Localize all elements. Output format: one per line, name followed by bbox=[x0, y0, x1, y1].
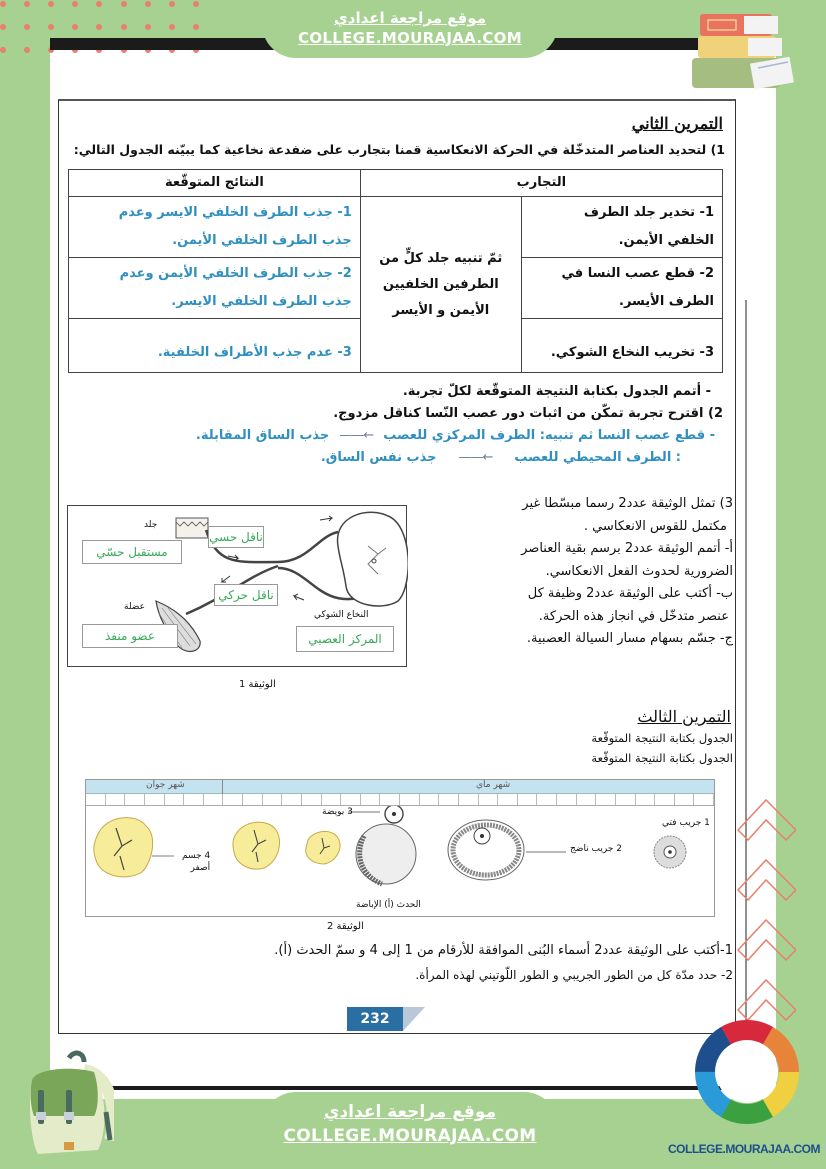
site-logo-icon bbox=[695, 1020, 799, 1124]
result-cell: 1- جذب الطرف الخلفي الايسر وعدم جذب الطرف الخلفي الأيمن. bbox=[69, 197, 361, 258]
exercise2-question1: 1) لتحديد العناصر المتدخّلة في الحركة الانعكاسية قمنا بتجارب على ضفدعة نخاعية كما يبيّنه الجدول التالي: bbox=[73, 142, 725, 157]
chevron-decoration-icon bbox=[736, 790, 796, 1040]
label-nerve-center: المركز العصبي bbox=[296, 626, 394, 652]
arrow-left-icon: ←—— bbox=[339, 428, 374, 443]
exercise3-questions: 1-أكتب على الوثيقة عدد2 أسماء البُنى الموافقة للأرقام من 1 إلى 4 و سمّ الحدث (أ). 2- حدد مدّة كل من الطور الجريبي و الطور اللّوتيني لهذه المرأة. bbox=[274, 943, 733, 982]
site-banner-top[interactable] bbox=[262, 0, 558, 58]
label-effector: عضو منفذ bbox=[82, 624, 178, 648]
site-banner-bottom[interactable] bbox=[262, 1092, 558, 1169]
worksheet-page bbox=[58, 99, 736, 1034]
label-skin: جلد bbox=[144, 520, 158, 530]
footer-rule bbox=[95, 1086, 735, 1090]
books-icon bbox=[688, 10, 800, 94]
label-sensory-receptor: مستقبل حسّي bbox=[82, 540, 182, 564]
experiment-cell: 3- تخريب النخاع الشوكي. bbox=[521, 319, 722, 373]
page-number: 232 bbox=[347, 1007, 403, 1031]
label-motor-conductor: ناقل حركي bbox=[214, 584, 278, 606]
table-row bbox=[69, 197, 723, 258]
month-june: شهر جوان bbox=[146, 780, 185, 790]
experiment-cell: 2- قطع عصب النسا في الطرف الأيسر. bbox=[521, 258, 722, 319]
backpack-icon bbox=[14, 1050, 114, 1160]
stimulation-cell: ثمّ تنبيه جلد كلٍّ من الطرفين الخلفيين الأيمن و الأيسر bbox=[360, 197, 521, 373]
result-cell: 2- جذب الطرف الخلفي الأيمن وعدم جذب الطرف الخلفي الايسر. bbox=[69, 258, 361, 319]
site-url[interactable]: COLLEGE.MOURAJAA.COM bbox=[283, 1126, 537, 1146]
site-name-arabic[interactable]: موقع مراجعة اعدادي bbox=[323, 1102, 497, 1122]
result-cell: 3- عدم جذب الأطراف الخلفية. bbox=[69, 319, 361, 373]
header-results: النتائج المتوقّعة bbox=[69, 170, 361, 197]
reflex-arc-diagram bbox=[67, 505, 407, 667]
exercise2-title: التمرين الثاني bbox=[631, 114, 723, 133]
exercise3-title: التمرين الثالث bbox=[637, 707, 731, 726]
experiment-cell: 1- تخدير جلد الطرف الخلفي الأيمن. bbox=[521, 197, 722, 258]
ovarian-cycle-diagram bbox=[85, 779, 715, 917]
frame-left bbox=[0, 0, 50, 1169]
exercise2-question2: 2) اقترح تجربة تمكّن من اثبات دور عصب النّسا كناقل مزدوج. bbox=[333, 406, 723, 421]
label-muscle: عضلة bbox=[124, 602, 145, 612]
exercise2-question3: 3) تمثل الوثيقة عدد2 رسما مبسّطا غير مكتمل للقوس الانعكاسي . أ- أتمم الوثيقة عدد2 برسم بقية العناصر الضرورية لحدوث الفعل الانعكاسي. ب- أكتب على الوثيقة عدد2 وظيفة كل عنصر متدخّل في انجاز هذه الحركة. ج- جسّم بسهام مسار السيالة العصبية. bbox=[521, 496, 733, 646]
label-event-ovulation: الحدث (أ) الإباضة bbox=[356, 900, 421, 910]
day-ticks bbox=[86, 794, 714, 806]
label-primary-follicle: 1 جريب فتي bbox=[662, 818, 710, 828]
site-name-arabic[interactable]: موقع مراجعة اعدادي bbox=[334, 9, 486, 27]
month-may: شهر ماي bbox=[476, 780, 511, 790]
arrow-left-icon: ←—— bbox=[458, 450, 493, 465]
label-sensory-conductor: ناقل حسي bbox=[208, 526, 264, 548]
doc2-caption: الوثيقة 2 bbox=[327, 921, 364, 932]
month-header bbox=[86, 780, 714, 794]
logo-text: COLLEGE.MOURAJAA.COM bbox=[668, 1142, 820, 1156]
label-corpus-luteum: 4 جسم أصفر bbox=[182, 851, 211, 873]
label-spinal-cord: النخاع الشوكي bbox=[314, 610, 369, 620]
site-url[interactable]: COLLEGE.MOURAJAA.COM bbox=[298, 29, 522, 47]
experiments-table bbox=[68, 169, 723, 373]
answer2-line1: - قطع عصب النسا ثم تنبيه: الطرف المركزي للعصب ←—— جذب الساق المقابلة. bbox=[67, 425, 715, 447]
label-mature-follicle: 2 جريب ناضج bbox=[570, 844, 623, 854]
complete-table-instruction: - أتمم الجدول بكتابة النتيجة المتوقّعة لكلّ تجربة. bbox=[402, 384, 711, 399]
header-experiments: التجارب bbox=[360, 170, 722, 197]
label-ovum: 3 بويضة bbox=[322, 807, 353, 817]
answer2-line2: : الطرف المحيطي للعصب ←—— جذب نفس الساق. bbox=[67, 447, 681, 469]
exercise3: التمرين الثالث الجدول بكتابة النتيجة المتوقّعة الجدول بكتابة النتيجة المتوقّعة bbox=[73, 701, 733, 768]
doc1-caption: الوثيقة 1 bbox=[239, 679, 276, 690]
page-number-tail bbox=[403, 1007, 425, 1031]
